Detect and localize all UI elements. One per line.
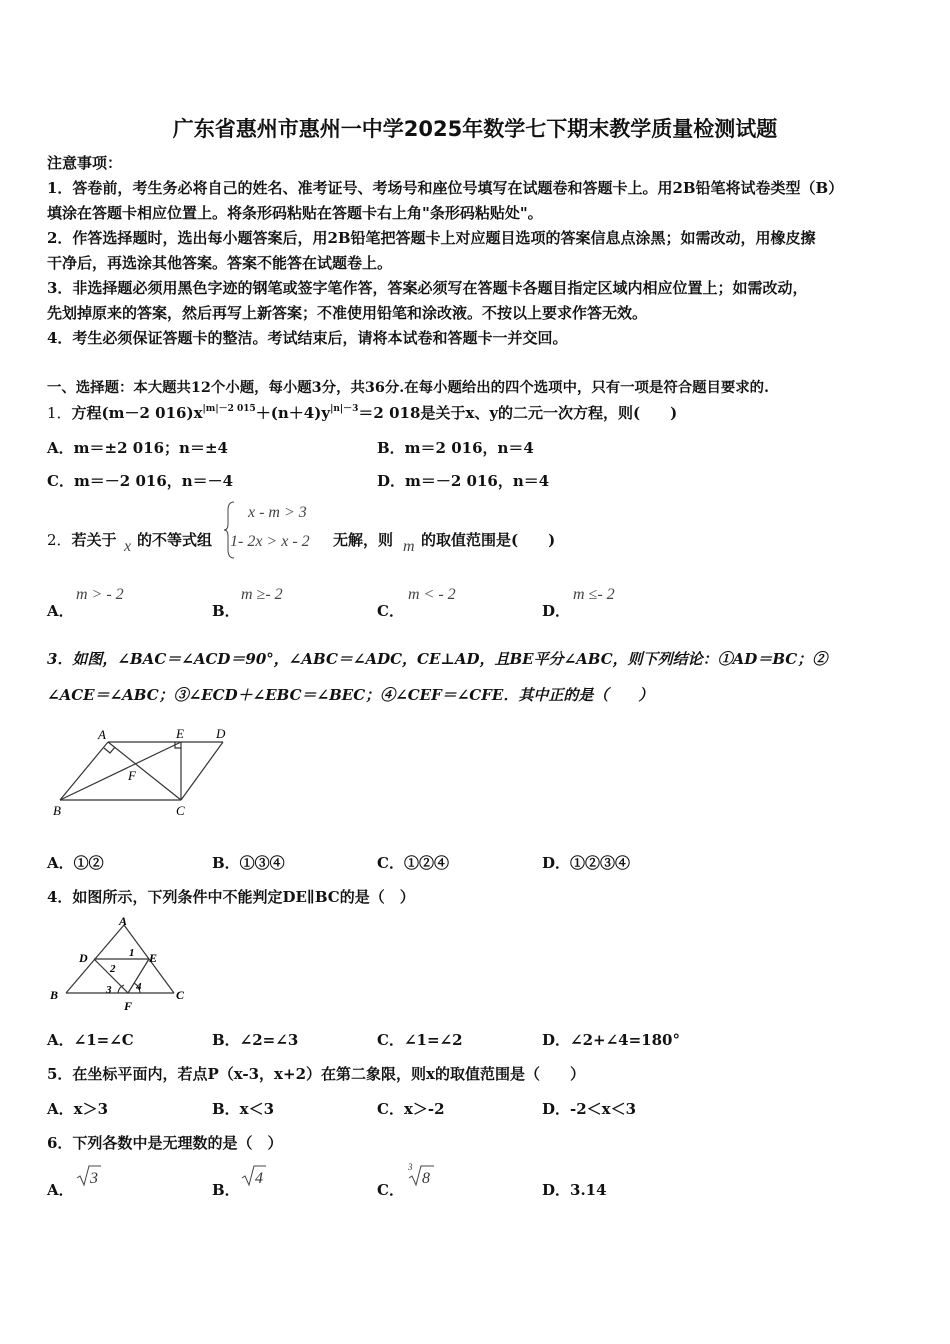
radicand: 8 xyxy=(422,1170,430,1187)
q1-option-a[interactable]: A．m＝±2 016；n＝±4 xyxy=(47,439,228,457)
question-1 xyxy=(47,401,677,423)
q2-text: 的取值范围是( ) xyxy=(421,531,556,549)
q2-option-c-value: m < - 2 xyxy=(408,586,456,603)
segment-be xyxy=(60,742,181,800)
q2-system-row-1: x - m > 3 xyxy=(248,504,307,521)
q1-option-c[interactable]: C．m＝－2 016，n＝－4 xyxy=(47,472,234,490)
q2-text: 的不等式组 xyxy=(137,531,213,549)
option-label: D． xyxy=(542,602,571,620)
brace-icon xyxy=(222,500,236,560)
q2-option-c[interactable] xyxy=(377,600,404,621)
page-title: 广东省惠州市惠州一中学2025年数学七下期末教学质量检测试题 xyxy=(172,117,778,141)
q1-exponent: |n|－3 xyxy=(330,404,359,414)
option-label: A． xyxy=(47,602,74,620)
q6-option-b[interactable] xyxy=(212,1179,240,1200)
q2-text: 无解，则 xyxy=(333,531,394,549)
radicand: 3 xyxy=(90,1170,98,1187)
q3-option-b[interactable]: B．①③④ xyxy=(212,854,285,872)
q6-option-a[interactable] xyxy=(47,1179,74,1200)
label-f: F xyxy=(128,768,136,783)
q1-text: ＋(n＋4)y xyxy=(255,404,331,422)
label-a: A xyxy=(119,914,128,928)
radicand: 4 xyxy=(255,1170,263,1187)
q1-exponent: |m|－2 015 xyxy=(202,404,256,414)
notice-line: 干净后，再选涂其他答案。答案不能答在试题卷上。 xyxy=(47,254,393,272)
q3-line-2: ∠ACE＝∠ABC；③∠ECD＋∠EBC＝∠BEC；④∠CEF＝∠CFE．其中正的是（ ） xyxy=(47,686,654,704)
q4-option-c[interactable]: C．∠1=∠2 xyxy=(377,1031,463,1049)
right-angle-mark xyxy=(104,747,115,753)
section-heading: 一、选择题：本大题共12个小题，每小题3分，共36分.在每小题给出的四个选项中，只有一项是符合题目要求的. xyxy=(47,379,770,396)
segment-ab xyxy=(60,742,108,800)
label-d: D xyxy=(216,726,226,741)
angle-label-1: 1 xyxy=(129,947,135,959)
q5-option-b[interactable]: B．x＜3 xyxy=(212,1100,275,1118)
q3-option-a[interactable]: A．①② xyxy=(47,854,104,872)
q4-option-b[interactable]: B．∠2=∠3 xyxy=(212,1031,299,1049)
q4-option-a[interactable]: A．∠1=∠C xyxy=(47,1031,134,1049)
q5-option-c[interactable]: C．x＞-2 xyxy=(377,1100,445,1118)
notice-line: 先划掉原来的答案，然后再写上新答案；不准使用铅笔和涂改液。不按以上要求作答无效。 xyxy=(47,304,648,322)
notice-line: 3．非选择题必须用黑色字迹的钢笔或签字笔作答，答案必须写在答题卡各题目指定区域内相应位置上；如需改动， xyxy=(47,279,808,297)
q3-line-1: 3．如图，∠BAC＝∠ACD＝90°，∠ABC＝∠ADC，CE⊥AD，且BE平分∠ABC，则下列结论：①AD＝BC；② xyxy=(47,650,828,668)
angle-label-4: 4 xyxy=(136,981,142,993)
question-2 xyxy=(47,529,117,550)
root-index: 3 xyxy=(408,1162,413,1172)
question-number: 2． xyxy=(47,531,72,549)
option-label: B． xyxy=(212,1181,240,1199)
q1-option-b[interactable]: B．m＝2 016，n＝4 xyxy=(377,439,534,457)
label-f: F xyxy=(124,999,133,1013)
sqrt-icon xyxy=(241,1164,267,1188)
notice-heading: 注意事项： xyxy=(47,154,123,172)
q5-option-a[interactable]: A．x＞3 xyxy=(47,1100,109,1118)
q4-line: 4．如图所示，下列条件中不能判定DE∥BC的是（ ） xyxy=(47,888,415,906)
notice-line: 1．答卷前，考生务必将自己的姓名、准考证号、考场号和座位号填写在试题卷和答题卡上。用2B铅笔将试卷类型（B） xyxy=(47,179,844,197)
label-d: D xyxy=(79,951,88,965)
notice-line: 4．考生必须保证答题卡的整洁。考试结束后，请将本试卷和答题卡一并交回。 xyxy=(47,329,568,347)
q2-option-d-value: m ≤- 2 xyxy=(573,586,615,603)
label-e: E xyxy=(176,726,184,741)
q2-option-a-value: m > - 2 xyxy=(76,586,124,603)
label-b: B xyxy=(53,803,61,818)
q2-var-x: x xyxy=(124,538,132,555)
notice-line: 填涂在答题卡相应位置上。将条形码粘贴在答题卡右上角"条形码粘贴处"。 xyxy=(47,204,543,222)
label-c: C xyxy=(176,988,185,1002)
q2-text: 若关于 xyxy=(71,531,117,549)
q6-line: 6．下列各数中是无理数的是（ ） xyxy=(47,1134,283,1152)
angle-label-2: 2 xyxy=(110,963,116,975)
q2-system-row-2: 1- 2x > x - 2 xyxy=(230,533,310,550)
q2-option-b-value: m ≥- 2 xyxy=(241,586,283,603)
q5-option-d[interactable]: D．-2＜x＜3 xyxy=(542,1100,637,1118)
q2-option-a[interactable] xyxy=(47,600,74,621)
q3-option-d[interactable]: D．①②③④ xyxy=(542,854,631,872)
label-c: C xyxy=(176,803,185,818)
q6-option-d[interactable]: D．3.14 xyxy=(542,1181,607,1199)
angle-label-3: 3 xyxy=(106,984,112,996)
sqrt-icon xyxy=(76,1164,102,1188)
q2-option-d[interactable] xyxy=(542,600,570,621)
q1-text: ＝2 018是关于x、y的二元一次方程，则( ) xyxy=(358,404,678,422)
angle-arc xyxy=(118,985,124,993)
option-label: B． xyxy=(212,602,240,620)
option-label: C． xyxy=(377,1181,404,1199)
q2-var-m: m xyxy=(403,538,415,555)
q6-option-c[interactable] xyxy=(377,1179,404,1200)
label-a: A xyxy=(98,727,106,742)
q1-text: 方程(m－2 016)x xyxy=(71,404,203,422)
question-number: 1． xyxy=(47,404,72,422)
segment-ac xyxy=(108,742,181,800)
q3-option-c[interactable]: C．①②④ xyxy=(377,854,449,872)
cube-root-icon xyxy=(406,1160,436,1188)
q5-line: 5．在坐标平面内，若点P（x-3，x+2）在第二象限，则x的取值范围是（ ） xyxy=(47,1065,585,1083)
option-label: C． xyxy=(377,602,404,620)
label-e: E xyxy=(149,951,158,965)
label-b: B xyxy=(50,988,59,1002)
q4-option-d[interactable]: D．∠2+∠4=180° xyxy=(542,1031,680,1049)
option-label: A． xyxy=(47,1181,74,1199)
q2-option-b[interactable] xyxy=(212,600,240,621)
q4-figure xyxy=(48,913,193,1013)
q1-option-d[interactable]: D．m＝－2 016，n＝4 xyxy=(377,472,550,490)
segment-cd xyxy=(181,742,223,800)
notice-line: 2．作答选择题时，选出每小题答案后，用2B铅笔把答题卡上对应题目选项的答案信息点涂黑；如需改动，用橡皮擦 xyxy=(47,229,816,247)
q3-figure xyxy=(48,722,238,822)
